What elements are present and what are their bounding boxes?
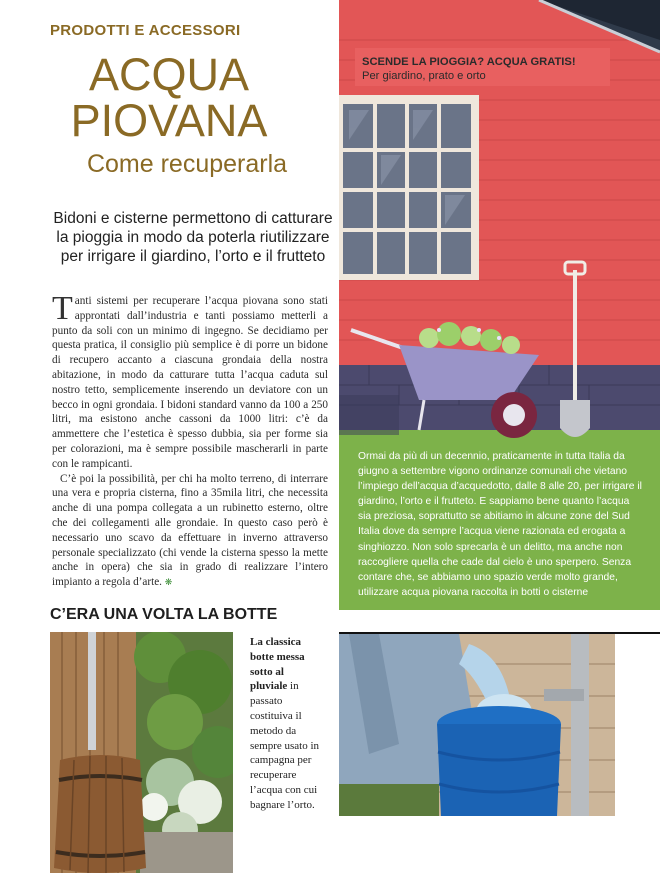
barrel-photo-svg — [50, 632, 233, 873]
article-body — [52, 290, 328, 590]
title-line-1: ACQUA — [88, 49, 250, 100]
barrel-photo — [50, 632, 233, 873]
title-line-2: PIOVANA — [70, 95, 268, 146]
leaf-icon: ❋ — [164, 577, 173, 588]
blue-barrel-photo — [339, 634, 615, 816]
dropcap: T — [52, 290, 73, 327]
article-paragraph-1: Tanti sistemi per recuperare l’acqua piovana sono stati approntati dall’industria e tanti possiamo metterli a punto da soli con un minimo di ingegno. Se decidiamo per questa pratica, il consiglio più semplice è di porre un bidone di recupero accanto a ciascuna grondaia della nostra abitazione, in modo da catturare tutta l’acqua caduta sul nostro tetto, semplicemente inserendo un deviatore con un becco in ogni grondaia. I bidoni standard vanno da 100 a 250 litri, ma esistono anche cassoni da 1000 litri: c’è da ammettere che l’estetica è spesso dubbia, sia per forme sia per colorazioni, ma è sempre possibile mascherarli in parte con le rampicanti. — [52, 290, 328, 470]
lead-paragraph: Bidoni e cisterne permettono di catturare la pioggia in modo da poterla riutilizzare per irrigare il giardino, l’orto e il frutteto — [53, 210, 333, 265]
illustration-body-text: Ormai da più di un decennio, praticamente in tutta Italia da giugno a settembre vigono ordinanze comunali che vietano l’impiego dell’acqua d’acquedotto, dalle 8 alle 20, per irrigare il giardino, l’orto e il frutteto. E sappiamo bene quanto l’acqua sia preziosa, soprattutto se abitiamo in alcune zone del Sud Italia dove da sempre l’acqua viene razionata ed erogata a singhiozzo. Non solo sprecarla è un delitto, ma anche non raccogliere quella che cade dal cielo è uno sperpero. Senza contare che, se abbiamo uno spazio verde molto grande, utilizzare acqua piovana raccolta in botti o cisterne — [358, 451, 642, 598]
box-heading: C’ERA UNA VOLTA LA BOTTE — [50, 606, 278, 623]
illustration-heading: SCENDE LA PIOGGIA? ACQUA GRATIS! — [362, 56, 576, 68]
section-tag: PRODOTTI E ACCESSORI — [50, 22, 241, 39]
subtitle: Come recuperarla — [86, 150, 288, 178]
illustration-subheading: Per giardino, prato e orto — [362, 70, 486, 82]
barrel-caption: La classica botte messa sotto al pluviale in passato costituiva il metodo da sempre usato in campagna per recuperare l’acqua con cui bagnare l’orto. — [250, 636, 320, 811]
blue-barrel-photo-svg — [339, 634, 615, 816]
article-paragraph-2: C’è poi la possibilità, per chi ha molto terreno, di interrare una vera e propria cisterna, fino a 35mila litri, che necessita anche di una pompa collegata a un rubinetto esterno, oltre che dei collegamenti alle grondaie. In questo caso però è necessario uno scavo da effettuare in inverno attraverso personale specializzato (chi vende la cisterna spesso la mette anche in opera) che sia in grado di realizzare l’intero impianto a regola d’arte. ❋ — [52, 472, 328, 589]
